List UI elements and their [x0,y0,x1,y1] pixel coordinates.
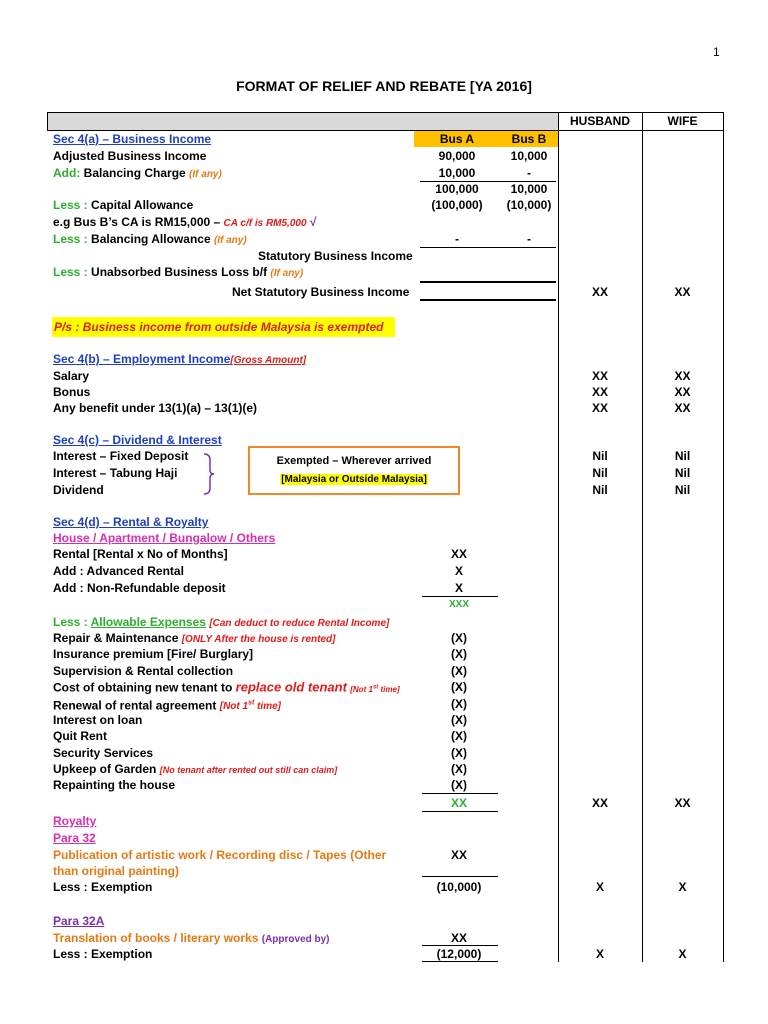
ba-a: - [455,232,459,246]
renewal-note [220,701,281,712]
if-any-note: (If any) [213,235,247,246]
not-first-note [350,685,399,694]
exempted-line2 [250,470,458,488]
th-label: Interest – Tabung Haji [53,466,178,480]
supervision-label: Supervision & Rental collection [53,664,234,678]
bonus-label: Bonus [53,385,91,399]
page-title: FORMAT OF RELIEF AND REBATE [YA 2016] [236,78,532,94]
bonus-husband: XX [591,385,608,399]
sec-4c-heading: Sec 4(c) – Dividend & Interest [53,433,222,447]
supervision-value: (X) [451,664,467,678]
para-32-husband: X [595,880,604,894]
col-wife-left [642,112,643,962]
tick-icon: √ [309,215,317,229]
statutory-top-line [420,247,556,248]
upkeep-row [53,761,337,778]
brace-icon [200,452,216,496]
exempted-line2-text: [Malaysia or Outside Malaysia] [281,474,427,485]
unabsorbed-loss-label: Unabsorbed Business Loss b/f [91,265,268,279]
col-wife-right [723,112,724,962]
dividend-husband: Nil [592,483,608,497]
bonus-wife: XX [674,385,691,399]
para-32a-value: XX [450,931,467,945]
balancing-charge-row [53,165,222,183]
net-bottom-line [420,299,556,301]
renewal-value: (X) [451,697,467,711]
allowable-label: Allowable Expenses [90,615,206,629]
bus-b-header: Bus B [511,132,547,146]
upkeep-value: (X) [451,762,467,776]
para-32a-exemption: (12,000) [436,947,482,961]
if-any-note: (If any) [189,169,222,180]
exempted-box [248,446,460,495]
replace-tenant: replace old tenant [235,679,347,695]
ca-b: (10,000) [506,198,552,212]
quit-rent-label: Quit Rent [53,729,107,743]
expenses-bottom-line [422,811,498,812]
deposit-value: X [454,581,463,595]
para-32-line [422,876,498,877]
benefit-label: Any benefit under 13(1)(a) – 13(1)(e) [53,401,258,415]
upkeep-note: [No tenant after rented out still can claim] [159,765,338,775]
sec-4d-heading: Sec 4(d) – Rental & Royalty [53,515,209,529]
balancing-allowance-row [53,231,247,249]
insurance-value: (X) [451,647,467,661]
para-32-heading: Para 32 [53,831,96,845]
bus-a-header: Bus A [439,132,475,146]
repaint-value: (X) [451,778,467,792]
repaint-label: Repainting the house [53,778,176,792]
security-label: Security Services [53,746,154,760]
ps-note: P/s : Business income from outside Malaysia is exempted [54,320,384,334]
sec-4b-heading: Sec 4(b) – Employment Income [53,352,231,366]
balancing-charge-label: Balancing Charge [83,166,186,180]
para-32-line1 [53,847,386,863]
para-32-exemption: (10,000) [436,880,482,894]
gross-note: [Gross Amount] [230,355,307,366]
statutory-income-label: Statutory Business Income [258,249,413,263]
th-husband: Nil [592,466,608,480]
para-32-wife: X [678,880,687,894]
para-32-less-label: Less : Exemption [53,880,153,894]
renewal-label: Renewal of rental agreement [53,698,217,713]
dividend-label: Dividend [53,483,104,497]
balancing-allowance-label: Balancing Allowance [91,232,211,246]
allowable-note: [Can deduct to reduce Rental Income] [209,618,390,629]
fd-wife: Nil [674,449,691,463]
eg-row [53,214,316,232]
fd-label: Interest – Fixed Deposit [53,449,189,463]
th-wife: Nil [674,466,691,480]
expenses-total: XX [450,796,467,810]
less-label: Less : [53,615,88,629]
fd-husband: Nil [592,449,608,463]
sec-4a-heading: Sec 4(a) – Business Income [53,132,212,146]
less-label: Less : [53,265,88,279]
para-32a-husband: X [595,947,604,961]
bc-a: 10,000 [438,166,476,180]
interest-loan-label: Interest on loan [53,713,143,727]
not-first-text: [Not 1 [350,684,373,694]
salary-label: Salary [53,369,90,383]
repair-note: [ONLY After the house is rented] [181,634,336,645]
if-any-note: (If any) [270,268,304,279]
royalty-heading: Royalty [53,814,97,828]
benefit-wife: XX [674,401,691,415]
exempted-line1: Exempted – Wherever arrived [276,455,432,467]
less-label: Less : [53,198,88,212]
other-text: (Other [350,848,387,862]
not-first-text: [Not 1 [219,701,249,713]
adjusted-income-label: Adjusted Business Income [53,149,207,163]
deposit-label: Add : Non-Refundable deposit [53,581,226,595]
translation-label: Translation of books / literary works [53,931,259,945]
net-top-line [420,281,556,283]
table-left-border [47,112,48,131]
ca-a: (100,000) [431,198,483,212]
para-32a-wife: X [678,947,687,961]
rental-wife: XX [674,796,691,810]
cost-tenant-label: Cost of obtaining new tenant to [53,680,233,695]
eg-note: CA c/f is RM5,000 [223,218,307,229]
interest-loan-value: (X) [451,713,467,727]
col-wife-header: WIFE [667,114,698,128]
page-number: 1 [713,45,720,59]
advanced-rental-value: X [454,564,463,578]
sec-4b-heading-row [53,351,306,369]
approved-note: (Approved by) [261,934,330,945]
cost-tenant-value: (X) [451,680,467,694]
bc-b: - [527,166,531,180]
st-sup: st [248,700,255,707]
salary-husband: XX [591,369,608,383]
capital-allowance-row [53,197,193,213]
salary-wife: XX [674,369,691,383]
repair-value: (X) [451,631,467,645]
add-label: Add: [53,166,81,180]
adjusted-a: 90,000 [438,149,476,163]
dividend-wife: Nil [674,483,691,497]
rental-total: XXX [448,599,469,610]
repair-label: Repair & Maintenance [53,631,179,645]
unabsorbed-loss-row [53,264,303,282]
quit-rent-value: (X) [451,729,467,743]
subtotal-a: 100,000 [435,182,479,196]
insurance-label: Insurance premium [Fire/ Burglary] [53,647,254,661]
net-husband: XX [591,285,608,299]
expenses-total-line [422,793,498,794]
ba-b: - [527,232,531,246]
para-32-value: XX [450,848,467,862]
artistic-work-text: Publication of artistic work / [53,848,214,862]
security-value: (X) [451,746,467,760]
recording-text: Recording disc / Tapes [216,848,347,862]
net-wife: XX [674,285,691,299]
rental-husband: XX [591,796,608,810]
capital-allowance-label: Capital Allowance [91,198,194,212]
rental-value: XX [450,547,467,561]
para-32a-heading: Para 32A [53,914,105,928]
eg-label: e.g Bus B’s CA is RM15,000 – [53,215,221,229]
st-sup: st [372,684,379,690]
time-text: time] [254,701,281,713]
less-label: Less : [53,232,88,246]
cost-tenant-row [53,679,400,698]
subtotal-b: 10,000 [510,182,548,196]
rental-label: Rental [Rental x No of Months] [53,547,228,561]
time-text: time] [378,684,400,694]
para-32a-bottom-line [422,961,498,962]
advanced-rental-label: Add : Advanced Rental [53,564,184,578]
net-statutory-label: Net Statutory Business Income [232,285,410,299]
col-husband-left [558,112,559,962]
col-husband-header: HUSBAND [570,114,630,128]
adjusted-b: 10,000 [510,149,548,163]
para-32a-less-label: Less : Exemption [53,947,153,961]
benefit-husband: XX [591,401,608,415]
house-heading: House / Apartment / Bungalow / Others [53,531,276,545]
upkeep-label: Upkeep of Garden [53,762,157,776]
header-left-fill [47,113,558,130]
para-32-line2: than original painting) [53,864,179,878]
